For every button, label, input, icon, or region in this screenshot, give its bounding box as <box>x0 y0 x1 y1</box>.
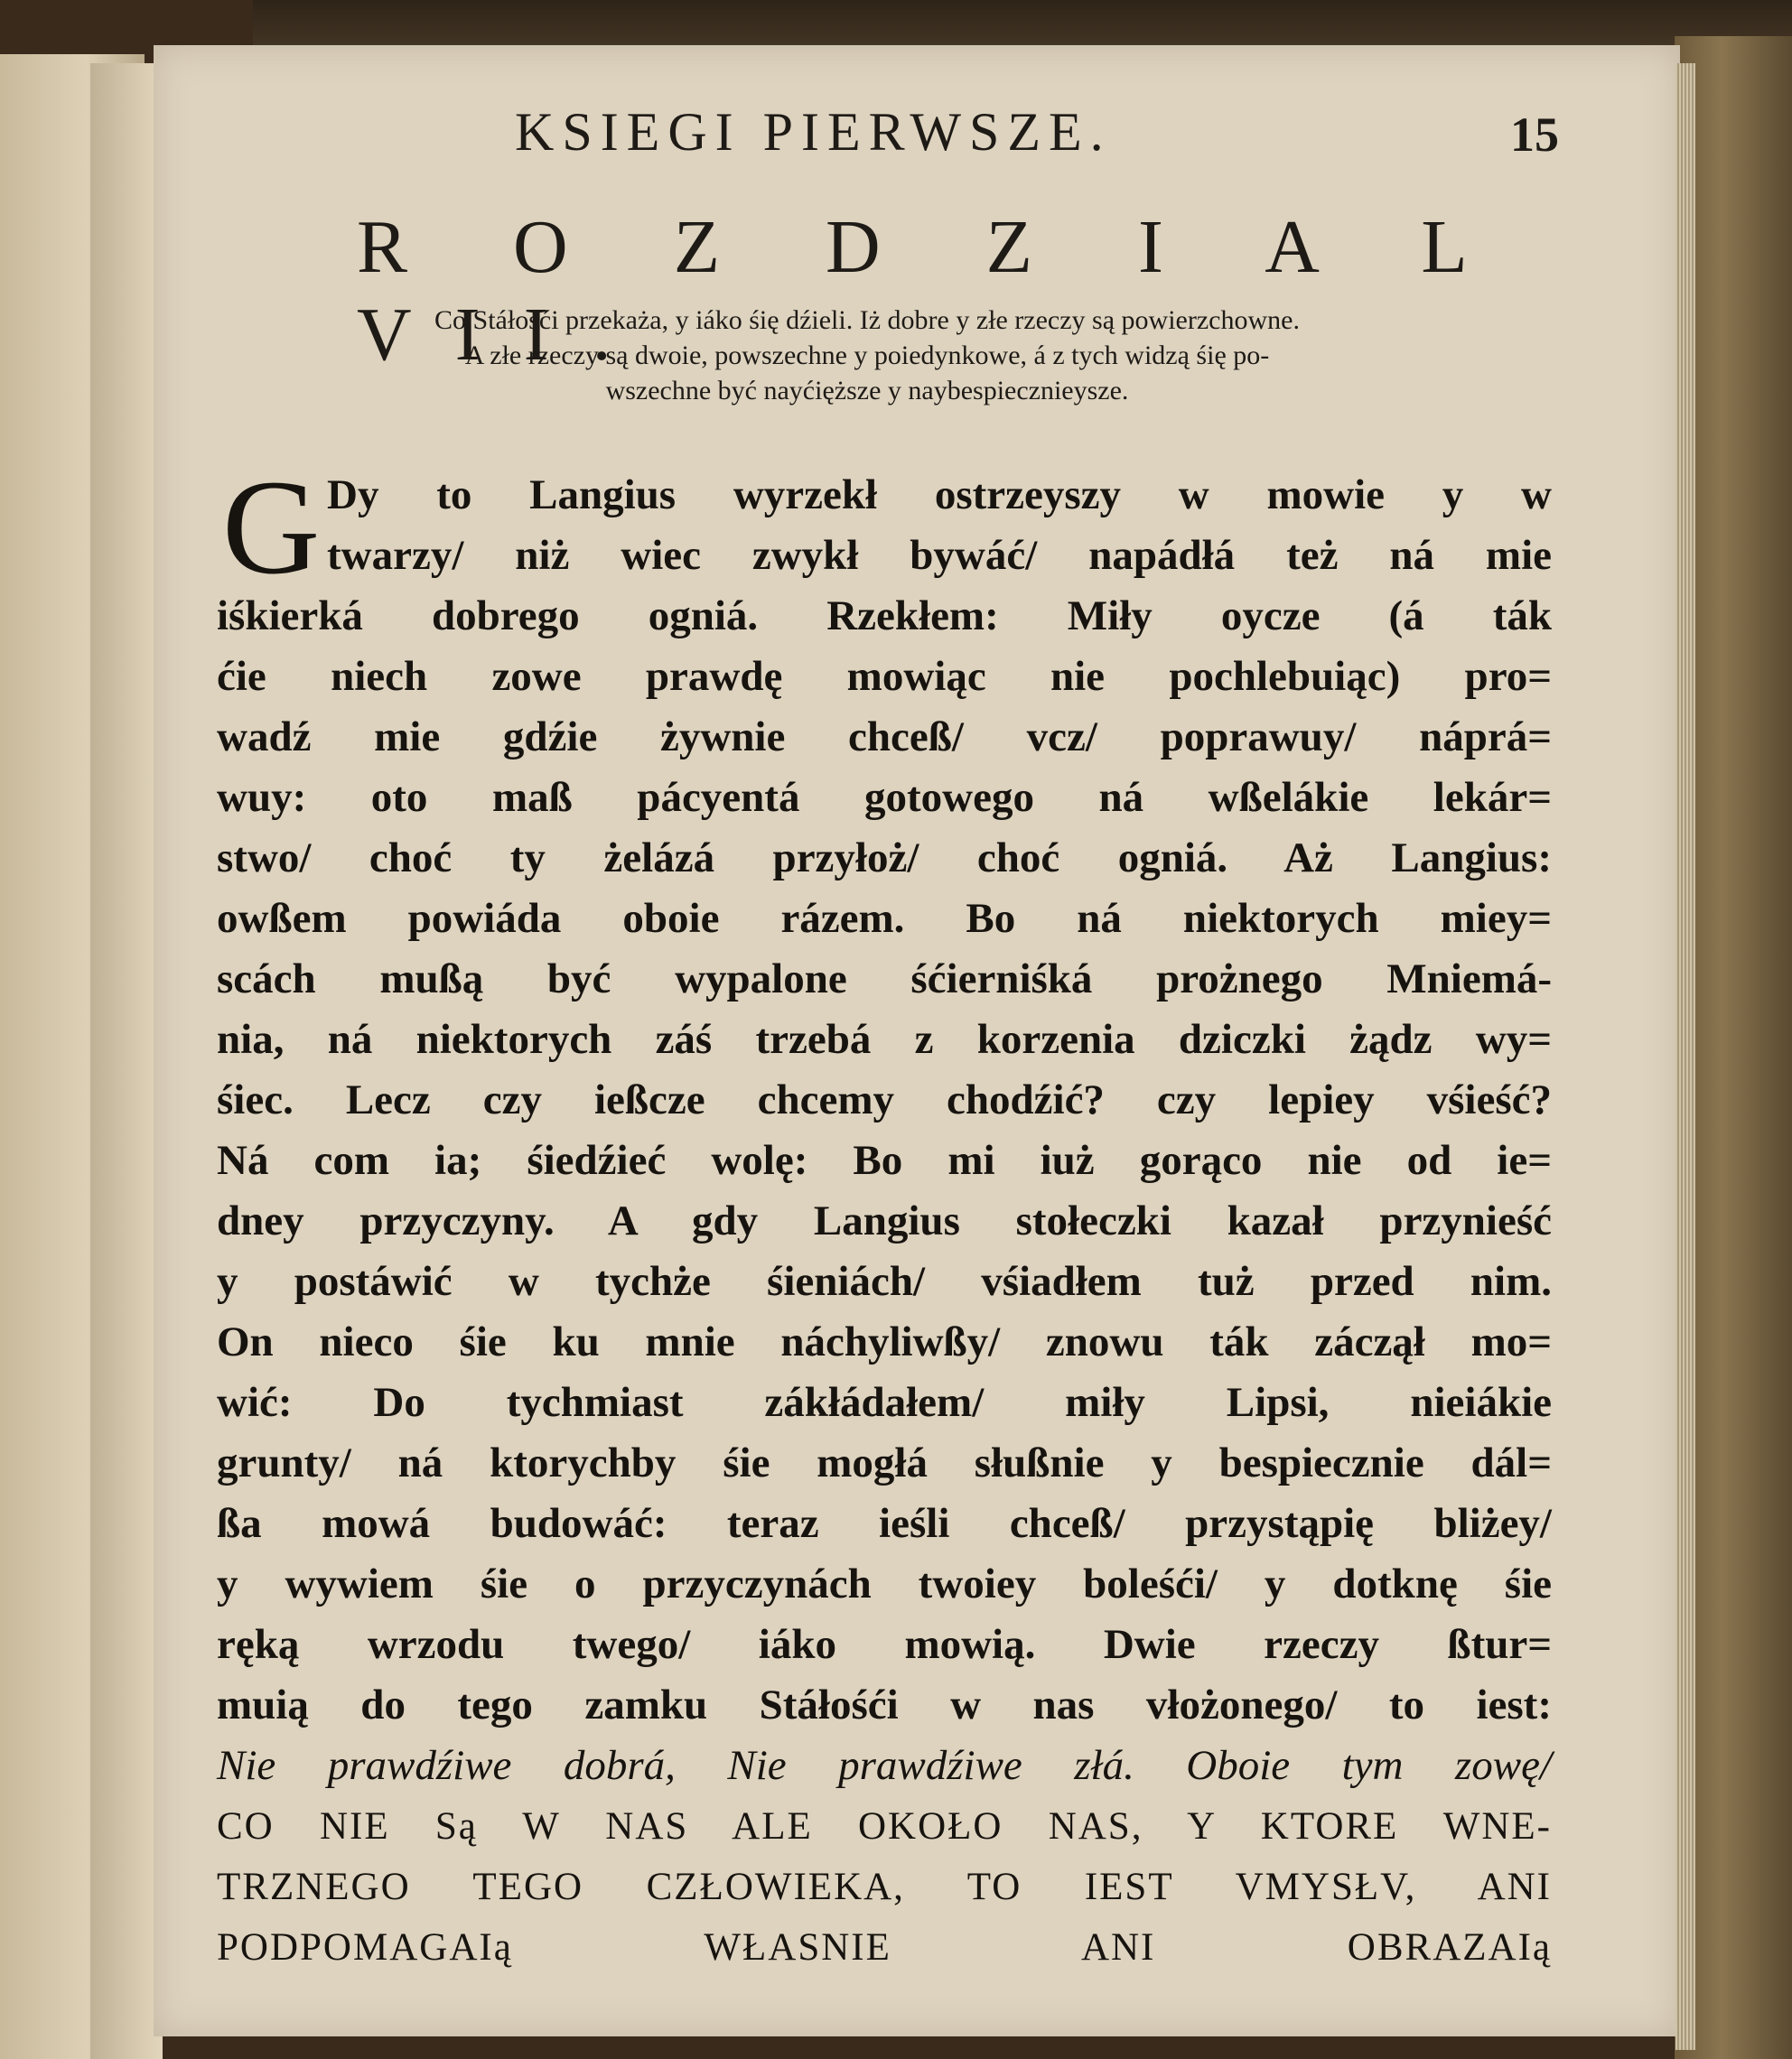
text-line: iśkierká dobrego ogniá. Rzekłem: Miły oycze (á ták <box>217 592 1552 639</box>
text-line: grunty/ ná ktorychby śie mogłá słußnie y bespiecznie dál= <box>217 1439 1552 1486</box>
text-line: PODPOMAGAIą WŁASNIE ANI OBRAZAIą <box>217 1926 1552 1969</box>
text-line: wuy: oto maß pácyentá gotowego ná wßelákie lekár= <box>217 774 1552 821</box>
summary-line: A złe rzeczy są dwoie, powszechne y poiedynkowe, á z tych widzą śię po- <box>464 340 1270 370</box>
text-line: Dy to Langius wyrzekł ostrzeyszy w mowie y w <box>327 471 1552 518</box>
text-line: muią do tego zamku Stáłośći w nas vłożonego/ to iest: <box>217 1682 1552 1728</box>
drop-cap: G <box>222 452 321 602</box>
text-line: TRZNEGO TEGO CZŁOWIEKA, TO IEST VMYSŁV, ANI <box>217 1866 1552 1908</box>
text-line: ręką wrzodu twego/ iáko mowią. Dwie rzeczy ßtur= <box>217 1621 1552 1668</box>
summary-line: wszechne być nayćięższe y naybespiecznieysze. <box>605 376 1129 405</box>
text-line: On nieco śie ku mnie náchyliwßy/ znowu ták záczął mo= <box>217 1318 1552 1365</box>
running-head: KSIEGI PIERWSZE. <box>515 102 1112 162</box>
text-line: Ná com ia; śiedźieć wolę: Bo mi iuż gorąco nie od ie= <box>217 1137 1552 1184</box>
text-line: dney przyczyny. A gdy Langius stołeczki kazał przynieść <box>217 1197 1552 1244</box>
text-line: CO NIE Są W NAS ALE OKOŁO NAS, Y KTORE WNE- <box>217 1805 1552 1848</box>
text-line: ćie niech zowe prawdę mowiąc nie pochlebuiąc) pro= <box>217 653 1552 700</box>
summary-line: Co Stáłośći przekaża, y iáko śię dźieli. Iż dobre y złe rzeczy są powierzchowne. <box>434 305 1300 335</box>
text-line: śiec. Lecz czy ießcze chcemy chodźić? czy lepiey vśieść? <box>217 1076 1552 1123</box>
text-line: wić: Do tychmiast zákłádałem/ miły Lipsi, nieiákie <box>217 1379 1552 1426</box>
text-line: twarzy/ niż wiec zwykł bywáć/ napádłá też ná mie <box>327 532 1552 579</box>
text-line: stwo/ choć ty żelázá przyłoż/ choć ogniá. Aż Langius: <box>217 834 1552 881</box>
page-number: 15 <box>1510 107 1559 162</box>
chapter-summary <box>226 303 1508 408</box>
text-line: ßa mowá budowáć: teraz ieśli chceß/ przystąpię bliżey/ <box>217 1500 1552 1547</box>
body-text <box>217 452 1552 1978</box>
text-line: scách mußą być wypalone śćierniśká prożnego Mniemá- <box>217 955 1552 1002</box>
text-line: y wywiem śie o przyczynách twoiey boleśći/ y dotknę śie <box>217 1561 1552 1607</box>
text-line: nia, ná niektorych záś trzebá z korzenia dziczki żądz wy= <box>217 1016 1552 1063</box>
text-line: Nie prawdźiwe dobrá, Nie prawdźiwe złá. Oboie tym zowę/ <box>217 1742 1552 1789</box>
left-page-gutter <box>90 63 163 2059</box>
text-line: wadź mie gdźie żywnie chceß/ vcz/ poprawuy/ náprá= <box>217 713 1552 760</box>
text-line: owßem powiáda oboie rázem. Bo ná niektorych miey= <box>217 895 1552 942</box>
text-line: y postáwić w tychże śieniách/ vśiadłem tuż przed nim. <box>217 1258 1552 1305</box>
chapter-title: R O Z D Z I A L VII. <box>357 205 1508 377</box>
